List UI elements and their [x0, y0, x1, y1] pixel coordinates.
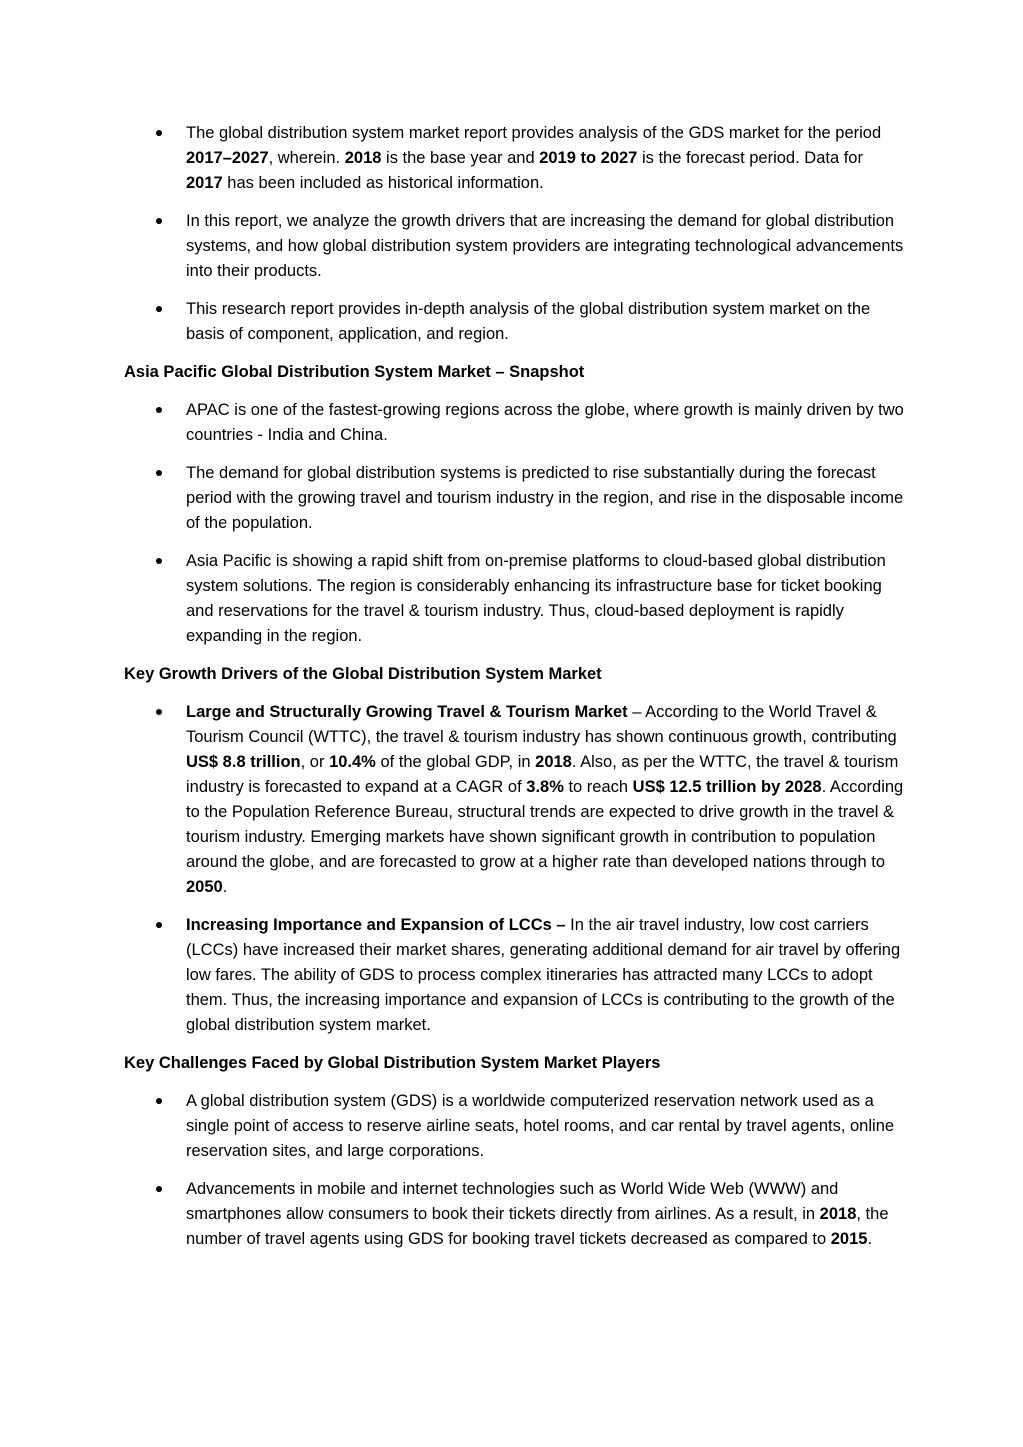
- bold-text-run: Large and Structurally Growing Travel & Tourism Market: [186, 703, 628, 721]
- bullet-item: [124, 700, 904, 900]
- text-run: , or: [300, 753, 330, 771]
- text-run: . According to the Population Reference Bureau, structural trends are expected to drive growth in the travel & tourism industry. Emerging markets have shown significant growth in contribution to population around the globe, and are forecasted to grow at a higher rate than developed nations through to: [186, 778, 904, 871]
- text-run: . Also, as per the WTTC, the travel & tourism industry is forecasted to expand at a CAGR of: [186, 753, 899, 796]
- bold-text-run: US$ 8.8 trillion: [186, 753, 301, 771]
- text-run: to reach: [563, 778, 633, 796]
- text-run: The demand for global distribution systems is predicted to rise substantially during the forecast period with the growing travel and tourism industry in the region, and rise in the disposable income of the population.: [186, 464, 904, 532]
- bold-text-run: 2019 to 2027: [539, 149, 638, 167]
- bullet-item: [124, 121, 904, 196]
- section-heading: Asia Pacific Global Distribution System Market – Snapshot: [124, 363, 585, 381]
- bold-text-run: 2015: [830, 1230, 868, 1248]
- text-run: .: [222, 878, 228, 896]
- bullet-item: [124, 209, 904, 284]
- bold-text-run: US$ 12.5 trillion by 2028: [632, 778, 822, 796]
- text-run: – According to the World Travel & Tourism Council (WTTC), the travel & tourism industry has shown continuous growth, contributing: [186, 703, 897, 746]
- text-run: Asia Pacific is showing a rapid shift from on-premise platforms to cloud-based global distribution system solutions. The region is considerably enhancing its infrastructure base for ticket booking and reservations for the travel & tourism industry. Thus, cloud-based deployment is rapidly expanding in the region.: [186, 552, 886, 645]
- bullet-item: [124, 1177, 904, 1252]
- bold-text-run: 2050: [186, 878, 223, 896]
- bullet-item: [124, 297, 904, 347]
- section-heading: Key Challenges Faced by Global Distribution System Market Players: [124, 1054, 661, 1072]
- bullet-dot-icon: [156, 558, 162, 564]
- bold-text-run: Increasing Importance and Expansion of LCCs –: [186, 916, 566, 934]
- text-run: In this report, we analyze the growth drivers that are increasing the demand for global distribution systems, and how global distribution system providers are integrating technological advancements into their products.: [186, 212, 904, 280]
- bullet-dot-icon: [156, 218, 162, 224]
- bold-text-run: 10.4%: [329, 753, 376, 771]
- text-run: The global distribution system market report provides analysis of the GDS market for the period: [186, 124, 882, 142]
- section-heading: Key Growth Drivers of the Global Distribution System Market: [124, 665, 602, 683]
- text-run: .: [867, 1230, 873, 1248]
- bullet-item: [124, 398, 904, 448]
- text-run: is the base year and: [381, 149, 540, 167]
- bullet-item: [124, 549, 904, 649]
- bold-text-run: 2018: [819, 1205, 857, 1223]
- bullet-dot-icon: [156, 407, 162, 413]
- bullet-list: [124, 398, 904, 649]
- bullet-list: [124, 1089, 904, 1252]
- bold-text-run: 2017–2027: [186, 149, 269, 167]
- bold-text-run: 2018: [535, 753, 572, 771]
- text-run: , the number of travel agents using GDS for booking travel tickets decreased as compared to: [186, 1205, 889, 1248]
- bold-text-run: 2018: [344, 149, 382, 167]
- bullet-list: [124, 121, 904, 347]
- bullet-dot-icon: [156, 922, 162, 928]
- text-run: In the air travel industry, low cost carriers (LCCs) have increased their market shares, generating additional demand for air travel by offering low fares. The ability of GDS to process complex itineraries has attracted many LCCs to adopt them. Thus, the increasing importance and expansion of LCCs is contributing to the growth of the global distribution system market.: [186, 916, 901, 1034]
- bullet-dot-icon: [156, 1186, 162, 1192]
- bullet-list: [124, 700, 904, 1038]
- text-run: Advancements in mobile and internet technologies such as World Wide Web (WWW) and smartphones allow consumers to book their tickets directly from airlines. As a result, in: [186, 1180, 839, 1223]
- document-body: [124, 121, 904, 1265]
- text-run: of the global GDP, in: [375, 753, 536, 771]
- text-run: APAC is one of the fastest-growing regions across the globe, where growth is mainly driven by two countries - India and China.: [186, 401, 904, 444]
- bullet-dot-icon: [156, 130, 162, 136]
- text-run: has been included as historical information.: [222, 174, 544, 192]
- bullet-dot-icon: [156, 470, 162, 476]
- bullet-dot-icon: [156, 1098, 162, 1104]
- bullet-dot-icon: [156, 306, 162, 312]
- bullet-item: [124, 1089, 904, 1164]
- bold-text-run: 3.8%: [526, 778, 564, 796]
- text-run: This research report provides in-depth analysis of the global distribution system market on the basis of component, application, and region.: [186, 300, 871, 343]
- bullet-item: [124, 913, 904, 1038]
- text-run: , wherein.: [268, 149, 345, 167]
- bullet-dot-icon: [156, 709, 162, 715]
- text-run: A global distribution system (GDS) is a worldwide computerized reservation network used as a single point of access to reserve airline seats, hotel rooms, and car rental by travel agents, online reservation sites, and large corporations.: [186, 1092, 895, 1160]
- text-run: is the forecast period. Data for: [637, 149, 863, 167]
- bold-text-run: 2017: [186, 174, 223, 192]
- bullet-item: [124, 461, 904, 536]
